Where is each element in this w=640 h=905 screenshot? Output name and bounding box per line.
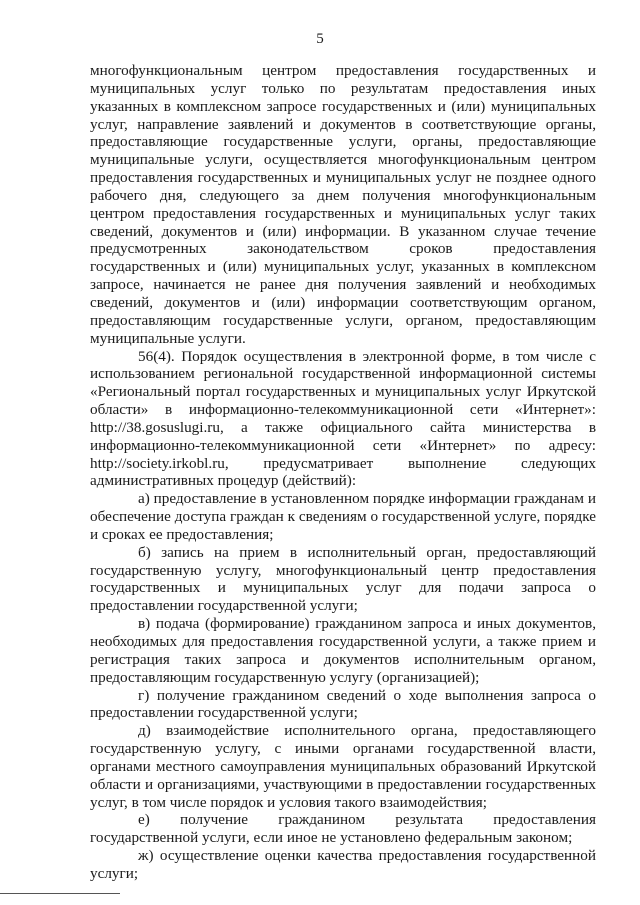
footnote-divider: [0, 893, 120, 894]
list-item-a: а) предоставление в установленном порядке информации гражданам и обеспечение доступа граждан к сведениям о государственной услуге, порядке и сроках ее предоставления;: [90, 490, 596, 543]
list-item-d: д) взаимодействие исполнительного органа, предоставляющего государственную услугу, с иными органами государственной власти, органами местного самоуправления муниципальных образований Иркутской области и организациями, участвующими в предоставлении государственных услуг, в том числе порядок и условия такого взаимодействия;: [90, 722, 596, 811]
paragraph-56-4: 56(4). Порядок осуществления в электронной форме, в том числе с использованием региональной государственной информационной системы «Региональный портал государственных и муниципальных услуг Иркутской области» в информационно-телекоммуникационной сети «Интернет»: http://38.gosuslugi.ru, а также официального сайта министерства в информационно-телекоммуникационной сети «Интернет» по адресу: http://society.irkobl.ru, предусматривает выполнение следующих административных процедур (действий):: [90, 347, 596, 490]
list-item-b: б) запись на прием в исполнительный орган, предоставляющий государственную услугу, многофункциональный центр предоставления государственных и муниципальных услуг для подачи запроса о предоставлении государственной услуги;: [90, 543, 596, 615]
paragraph-continuation: многофункциональным центром предоставления государственных и муниципальных услуг только по результатам предоставления иных указанных в комплексном запросе государственных и (или) муниципальных услуг, направление заявлений и документов в соответствующие органы, предоставляющие государственные услуги, органы, предоставляющие муниципальные услуги, осуществляется многофункциональным центром предоставления государственных и муниципальных услуг не позднее одного рабочего дня, следующего за днем получения многофункциональным центром предоставления государственных и муниципальных услуг таких сведений, документов и (или) информации. В указанном случае течение предусмотренных законодательством сроков предоставления государственных и (или) муниципальных услуг, указанных в комплексном запросе, начинается не ранее дня получения заявлений и необходимых сведений, документов и (или) информации соответствующим органом, предоставляющим государственные услуги, органом, предоставляющим муниципальные услуги.: [90, 62, 596, 347]
list-item-zh: ж) осуществление оценки качества предоставления государственной услуги;: [90, 847, 596, 882]
list-item-g: г) получение гражданином сведений о ходе выполнения запроса о предоставлении государственной услуги;: [90, 686, 596, 722]
list-item-e: е) получение гражданином результата предоставления государственной услуги, если иное не установлено федеральным законом;: [90, 811, 596, 847]
page-number: 5: [316, 31, 324, 47]
list-item-v: в) подача (формирование) гражданином запроса и иных документов, необходимых для предоставления государственной услуги, а также прием и регистрация таких запроса и документов исполнительным органом, предоставляющим государственную услугу (организацией);: [90, 615, 596, 686]
document-body: [90, 62, 596, 883]
